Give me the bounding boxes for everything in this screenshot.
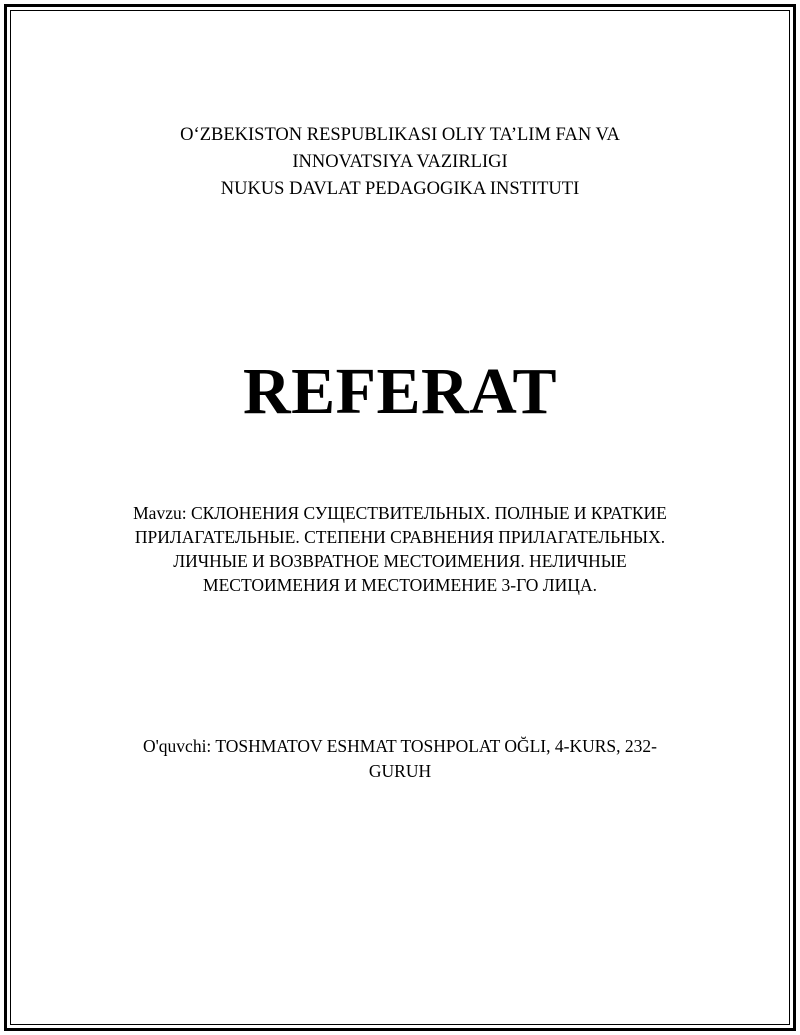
topic-line-1: Mavzu: СКЛОНЕНИЯ СУЩЕСТВИТЕЛЬНЫХ. ПОЛНЫЕ И КРАТКИЕ bbox=[133, 503, 667, 523]
topic-line-4: МЕСТОИМЕНИЯ И МЕСТОИМЕНИЕ 3-ГО ЛИЦА. bbox=[203, 575, 597, 595]
header-line-institute: NUKUS DAVLAT PEDAGOGIKA INSTITUTI bbox=[220, 179, 580, 199]
header-line-ministry-cont: INNOVATSIYA VAZIRLIGI bbox=[292, 152, 508, 172]
topic-block bbox=[100, 501, 700, 597]
document-title: REFERAT bbox=[243, 355, 557, 428]
institution-header bbox=[60, 122, 740, 203]
student-block bbox=[100, 734, 700, 784]
header-line-ministry: O‘ZBEKISTON RESPUBLIKASI OLIY TA’LIM FAN VA bbox=[180, 125, 620, 145]
student-line-1: O'quvchi: TOSHMATOV ESHMAT TOSHPOLAT OĞLI, 4-KURS, 232- bbox=[143, 736, 657, 756]
topic-line-2: ПРИЛАГАТЕЛЬНЫЕ. СТЕПЕНИ СРАВНЕНИЯ ПРИЛАГАТЕЛЬНЫХ. bbox=[134, 527, 666, 547]
student-line-2: GURUH bbox=[368, 761, 432, 781]
topic-line-3: ЛИЧНЫЕ И ВОЗВРАТНОЕ МЕСТОИМЕНИЯ. НЕЛИЧНЫЕ bbox=[173, 551, 627, 571]
